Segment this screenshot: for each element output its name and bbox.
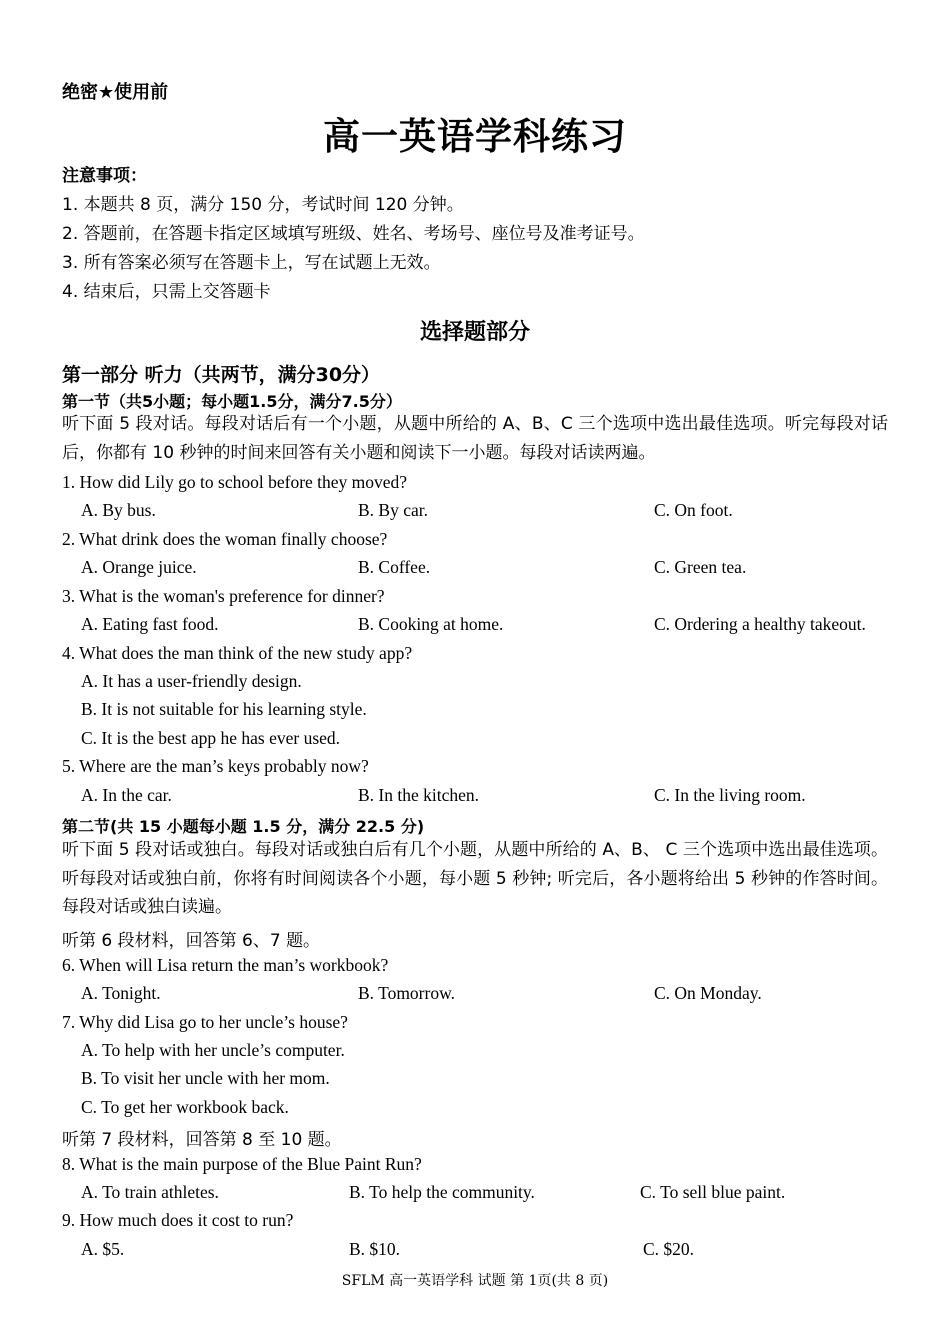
sec1-title: 第一节（共5小题；每小题1.5分，满分7.5分） [62,392,402,411]
sec1-instruction: 听下面 5 段对话。每段对话后有一个小题，从题中所给的 A、B、C 三个选项中选出最佳选项。听完每段对话后，你都有 10 秒钟的时间来回答有关小题和阅读下一小题。每段对话读两遍。 [62,414,888,463]
q7-option-a: A. To help with her uncle’s computer. [81,1040,345,1060]
section-title: 选择题部分 [419,320,530,345]
q7-option-c: C. To get her workbook back. [81,1097,289,1117]
sec2-title: 第二节(共 15 小题每小题 1.5 分，满分 22.5 分) [62,817,425,836]
q2-option-b: B. Coffee. [358,557,431,577]
question-1: 1. How did Lily go to school before they moved? [62,472,408,492]
question-3: 3. What is the woman's preference for dinner? [62,586,385,606]
q1-option-b: B. By car. [358,500,428,520]
page-title: 高一英语学科练习 [323,115,627,158]
q5-option-c: C. In the living room. [654,785,806,805]
question-8: 8. What is the main purpose of the Blue Paint Run? [62,1154,422,1174]
note-item-1: 1. 本题共 8 页，满分 150 分，考试时间 120 分钟。 [62,195,464,215]
q3-option-b: B. Cooking at home. [358,614,504,634]
q6-option-b: B. Tomorrow. [358,983,455,1003]
q8-option-c: C. To sell blue paint. [640,1182,786,1202]
question-2: 2. What drink does the woman finally choose? [62,529,388,549]
q6-option-c: C. On Monday. [654,983,762,1003]
q9-option-c: C. $20. [643,1239,695,1259]
material-6-note: 听第 6 段材料，回答第 6、7 题。 [62,931,321,951]
q3-option-c: C. Ordering a healthy takeout. [654,614,866,634]
q2-option-a: A. Orange juice. [81,557,197,577]
question-4: 4. What does the man think of the new study app? [62,643,413,663]
q8-option-a: A. To train athletes. [81,1182,219,1202]
q6-option-a: A. Tonight. [81,983,161,1003]
q5-option-b: B. In the kitchen. [358,785,480,805]
part-title: 第一部分 听力（共两节，满分30分） [62,364,381,386]
q5-option-a: A. In the car. [81,785,172,805]
question-5: 5. Where are the man’s keys probably now? [62,756,369,776]
question-9: 9. How much does it cost to run? [62,1210,294,1230]
question-6: 6. When will Lisa return the man’s workbook? [62,955,389,975]
note-item-3: 3. 所有答案必须写在答题卡上，写在试题上无效。 [62,253,441,273]
page-footer: SFLM 高一英语学科 试题 第 1页(共 8 页) [341,1273,609,1289]
question-7: 7. Why did Lisa go to her uncle’s house? [62,1012,348,1032]
q4-option-b: B. It is not suitable for his learning style. [81,699,367,719]
q9-option-a: A. $5. [81,1239,125,1259]
notes-heading: 注意事项： [62,166,147,186]
confidential-mark: 绝密★使用前 [62,82,169,103]
q2-option-c: C. Green tea. [654,557,747,577]
q8-option-b: B. To help the community. [349,1182,535,1202]
sec2-instruction: 听下面 5 段对话或独白。每段对话或独白后有几个小题，从题中所给的 A、B、 C 三个选项中选出最佳选项。听每段对话或独白前，你将有时间阅读各个小题，每小题 5 秒钟; 听完后，各小题将给出 5 秒钟的作答时间。每段对话或独白读遍。 [62,840,888,917]
q9-option-b: B. $10. [349,1239,401,1259]
q4-option-c: C. It is the best app he has ever used. [81,728,341,748]
material-7-note: 听第 7 段材料，回答第 8 至 10 题。 [62,1130,342,1150]
note-item-2: 2. 答题前，在答题卡指定区域填写班级、姓名、考场号、座位号及准考证号。 [62,224,645,244]
note-item-4: 4. 结束后，只需上交答题卡 [62,282,271,302]
q1-option-a: A. By bus. [81,500,156,520]
q3-option-a: A. Eating fast food. [81,614,219,634]
q4-option-a: A. It has a user-friendly design. [81,671,302,691]
q1-option-c: C. On foot. [654,500,733,520]
q7-option-b: B. To visit her uncle with her mom. [81,1068,330,1088]
